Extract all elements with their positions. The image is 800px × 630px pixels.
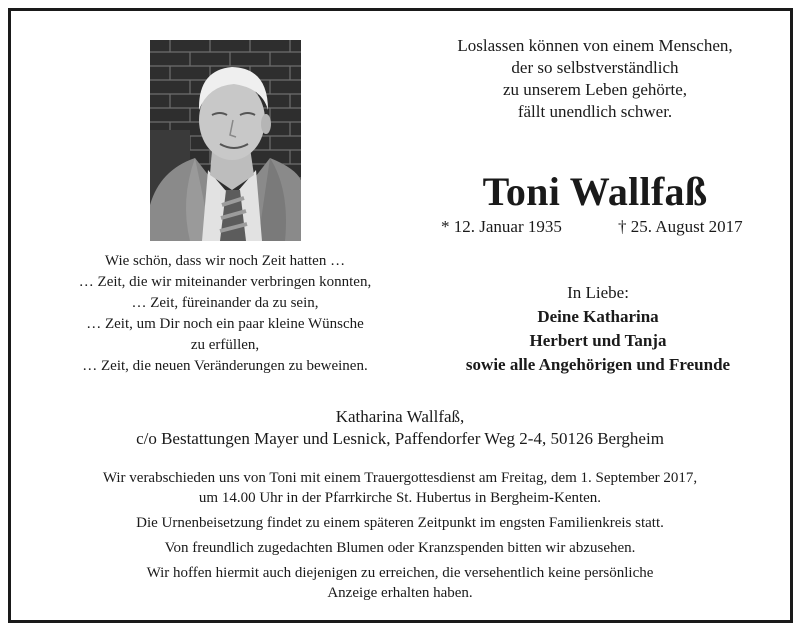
love-intro: In Liebe:	[567, 283, 629, 302]
service-line: Wir verabschieden uns von Toni mit einem Trauergottesdienst am Freitag, dem 1. September 2017,	[102, 470, 698, 486]
urn-paragraph	[0, 513, 800, 533]
poem-line: … Zeit, die neuen Veränderungen zu beweinen.	[82, 358, 368, 374]
service-paragraph	[0, 468, 800, 508]
portrait-photo	[150, 40, 301, 241]
contact-line: c/o Bestattungen Mayer und Lesnick, Paffendorfer Weg 2-4, 50126 Bergheim	[136, 429, 664, 448]
poem-line: … Zeit, füreinander da zu sein,	[131, 295, 319, 311]
urn-line: Die Urnenbeisetzung findet zu einem späteren Zeitpunkt im engsten Familienkreis statt.	[136, 515, 664, 531]
mourner-name: Herbert und Tanja	[529, 331, 667, 350]
contact-address	[0, 406, 800, 450]
memorial-poem	[40, 251, 410, 377]
service-information	[0, 468, 800, 608]
mourner-name: sowie alle Angehörigen und Freunde	[465, 355, 731, 374]
poem-line: … Zeit, die wir miteinander verbringen konnten,	[78, 274, 372, 290]
quote-verse	[410, 35, 780, 123]
quote-line: Loslassen können von einem Menschen,	[457, 36, 733, 55]
contact-line: Katharina Wallfaß,	[335, 407, 465, 426]
mourner-name: Deine Katharina	[537, 307, 659, 326]
flowers-paragraph	[0, 538, 800, 558]
birth-date: * 12. Januar 1935	[441, 217, 562, 236]
quote-line: der so selbstverständlich	[511, 58, 679, 77]
service-line: um 14.00 Uhr in der Pfarrkirche St. Hubertus in Bergheim-Kenten.	[198, 490, 602, 506]
poem-line: Wie schön, dass wir noch Zeit hatten …	[104, 253, 346, 269]
quote-line: fällt unendlich schwer.	[517, 102, 673, 121]
quote-line: zu unserem Leben gehörte,	[502, 80, 688, 99]
poem-line: zu erfüllen,	[190, 337, 260, 353]
flowers-line: Von freundlich zugedachten Blumen oder Kranzspenden bitten wir abzusehen.	[164, 540, 636, 556]
reach-paragraph	[0, 563, 800, 603]
mourners-block	[410, 281, 786, 377]
death-date: † 25. August 2017	[618, 217, 743, 236]
deceased-name: Toni Wallfaß	[482, 169, 708, 214]
reach-line: Wir hoffen hiermit auch diejenigen zu erreichen, die versehentlich keine persönliche	[146, 565, 654, 581]
reach-line: Anzeige erhalten haben.	[327, 585, 473, 601]
poem-line: … Zeit, um Dir noch ein paar kleine Wünsche	[86, 316, 364, 332]
